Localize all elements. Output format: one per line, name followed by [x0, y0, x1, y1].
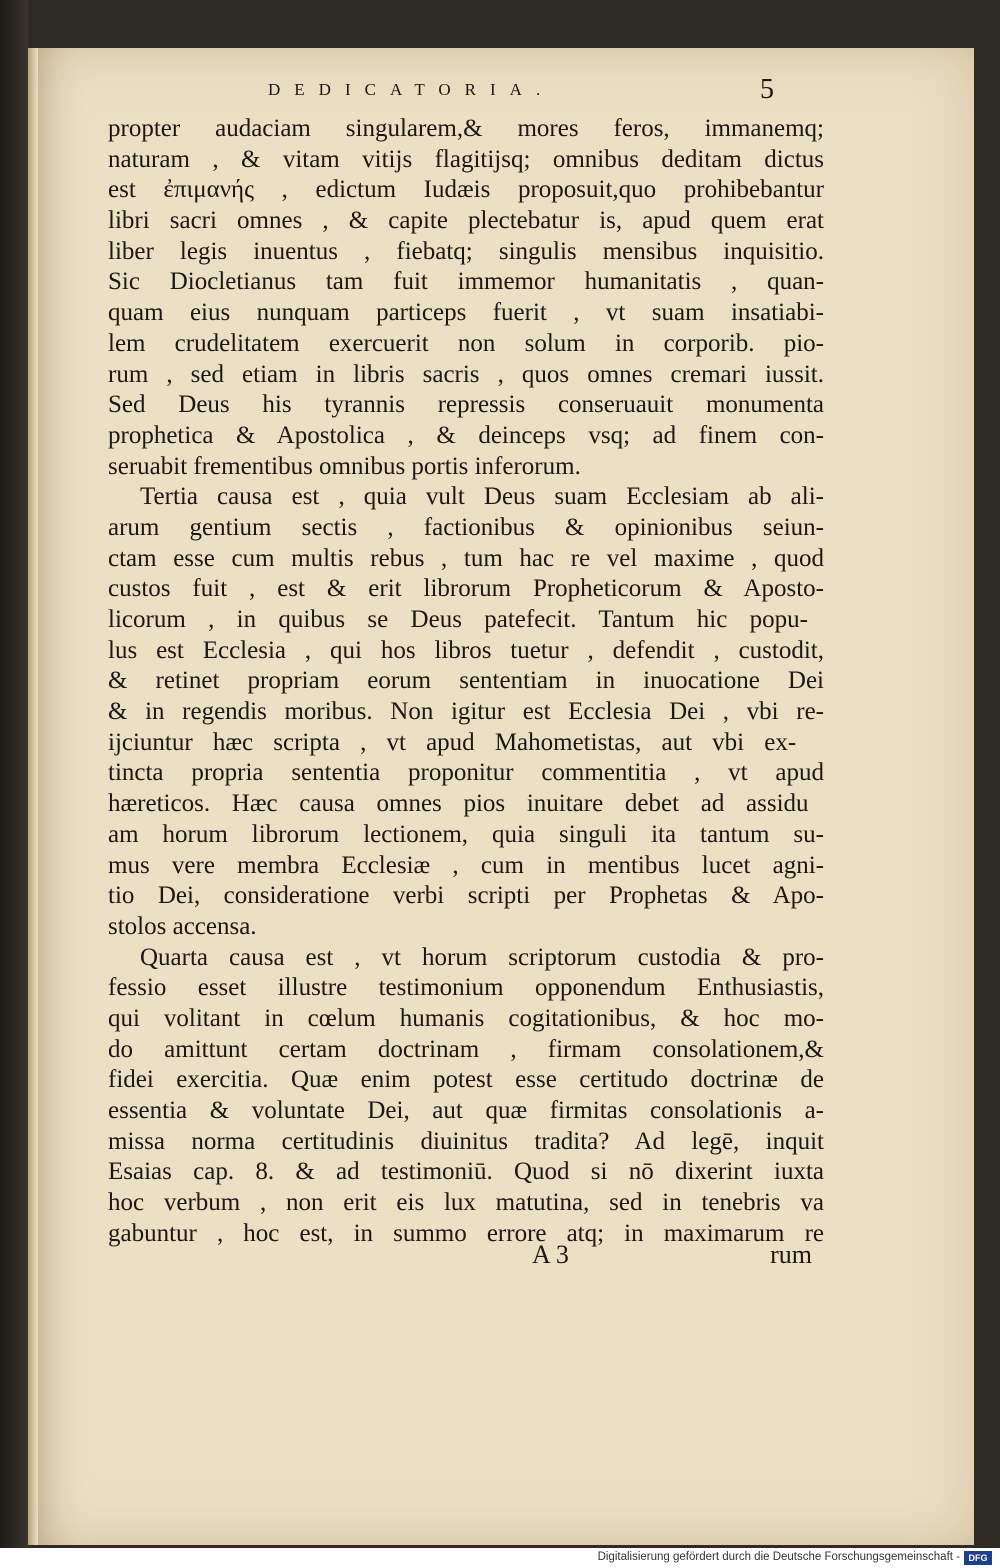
- text-line-content: fidei exercitia. Quæ enim potest esse certitudo doctrinæ de: [108, 1066, 824, 1094]
- text-line-content: stolos accensa.: [108, 912, 257, 940]
- funding-credit: Digitalisierung gefördert durch die Deutsche Forschungsgemeinschaft -: [597, 1551, 960, 1563]
- text-line: [108, 452, 824, 483]
- page-number: 5: [760, 74, 774, 105]
- dfg-logo-icon: DFG: [964, 1551, 992, 1565]
- text-line: [108, 605, 824, 636]
- text-line: [108, 206, 824, 237]
- text-line-content: Sed Deus his tyrannis repressis conseruauit monumenta: [108, 391, 824, 419]
- text-line: [108, 943, 824, 974]
- text-line-content: am horum librorum lectionem, quia singuli ita tantum su-: [108, 820, 824, 848]
- text-line-content: lus est Ecclesia , qui hos libros tuetur , defendit , custodit,: [108, 636, 824, 664]
- text-line-content: qui volitant in cœlum humanis cogitationibus, & hoc mo-: [108, 1004, 824, 1032]
- text-line: [108, 482, 824, 513]
- text-line-content: & in regendis moribus. Non igitur est Ecclesia Dei , vbi re-: [108, 698, 824, 726]
- text-line: [108, 912, 824, 943]
- text-line-content: mus vere membra Ecclesiæ , cum in mentibus lucet agni-: [108, 851, 824, 879]
- text-line: [108, 666, 824, 697]
- text-line-content: arum gentium sectis , factionibus & opinionibus seiun-: [108, 513, 824, 541]
- text-line: [108, 574, 824, 605]
- text-line: [108, 360, 824, 391]
- text-line-content: missa norma certitudinis diuinitus tradita? Ad legē, inquit: [108, 1127, 824, 1155]
- text-line: [108, 728, 824, 759]
- text-line-content: Quarta causa est , vt horum scriptorum custodia & pro-: [140, 943, 824, 971]
- text-line-content: liber legis inuentus , fiebatq; singulis mensibus inquisitio.: [108, 237, 824, 265]
- text-line: [108, 267, 824, 298]
- text-line-content: tincta propria sententia proponitur commentitia , vt apud: [108, 759, 824, 787]
- text-line-content: do amittunt certam doctrinam , firmam consolationem,&: [108, 1035, 824, 1063]
- page-rim: [28, 48, 38, 1545]
- text-line-content: prophetica & Apostolica , & deinceps vsq; ad finem con-: [108, 421, 824, 449]
- text-line: [108, 973, 824, 1004]
- text-line-content: custos fuit , est & erit librorum Propheticorum & Aposto-: [108, 575, 824, 603]
- text-line: [108, 851, 824, 882]
- footer-bar: [0, 1548, 1000, 1568]
- text-line: [108, 697, 824, 728]
- text-line: [108, 881, 824, 912]
- text-line-content: essentia & voluntate Dei, aut quæ firmitas consolationis a-: [108, 1097, 824, 1124]
- text-line-content: licorum , in quibus se Deus patefecit. Tantum hic popu-: [108, 606, 808, 633]
- text-line-content: rum , sed etiam in libris sacris , quos omnes cremari iussit.: [108, 360, 824, 388]
- text-line-content: quam eius nunquam particeps fuerit , vt suam insatiabi-: [108, 299, 824, 327]
- text-line-content: fessio esset illustre testimonium opponendum Enthusiastis,: [108, 974, 824, 1002]
- text-line-content: lem crudelitatem exercuerit non solum in corporib. pio-: [108, 329, 824, 357]
- running-head: DEDICATORIA.: [268, 80, 555, 99]
- text-line: [108, 175, 824, 206]
- text-line-content: libri sacri omnes , & capite plectebatur is, apud quem erat: [108, 207, 824, 235]
- text-line: [108, 1127, 824, 1158]
- text-line: [108, 820, 824, 851]
- text-line: [108, 789, 824, 820]
- catchword: rum: [770, 1240, 812, 1269]
- text-line: [108, 513, 824, 544]
- text-line-content: Tertia causa est , quia vult Deus suam Ecclesiam ab ali-: [140, 483, 824, 511]
- text-line: [108, 1065, 824, 1096]
- printer-signature: A 3: [532, 1240, 569, 1269]
- text-line-content: seruabit frementibus omnibus portis inferorum.: [108, 452, 581, 480]
- book-gutter: [0, 0, 28, 1548]
- text-line: [108, 114, 824, 145]
- text-line-content: hoc verbum , non erit eis lux matutina, sed in tenebris va: [108, 1189, 824, 1217]
- text-line: [108, 390, 824, 421]
- text-line: [108, 298, 824, 329]
- text-line-content: Sic Diocletianus tam fuit immemor humanitatis , quan-: [108, 268, 824, 296]
- text-line-content: gabuntur , hoc est, in summo errore atq; in maximarum re: [108, 1219, 824, 1247]
- text-line: [108, 1157, 824, 1188]
- text-line: [108, 1219, 824, 1250]
- text-line-content: naturam , & vitam vitijs flagitijsq; omnibus deditam dictus: [108, 145, 824, 173]
- text-line-content: est ἐπιμανής , edictum Iudæis proposuit,quo prohibebantur: [108, 176, 824, 204]
- text-line: [108, 421, 824, 452]
- text-line: [108, 237, 824, 268]
- text-line: [108, 329, 824, 360]
- text-line-content: hæreticos. Hæc causa omnes pios inuitare debet ad assidu: [108, 790, 809, 818]
- text-line: [108, 544, 824, 575]
- text-line-content: tio Dei, consideratione verbi scripti per Prophetas & Apo-: [108, 882, 824, 910]
- text-line-content: & retinet propriam eorum sententiam in inuocatione Dei: [108, 667, 824, 695]
- text-line: [108, 1096, 824, 1127]
- text-line: [108, 145, 824, 176]
- text-line: [108, 758, 824, 789]
- text-line-content: ijciuntur hæc scripta , vt apud Mahometistas, aut vbi ex-: [108, 728, 797, 756]
- text-line: [108, 1004, 824, 1035]
- text-block: [108, 114, 824, 1249]
- text-line-content: Esaias cap. 8. & ad testimoniū. Quod si nō dixerint iuxta: [108, 1158, 824, 1186]
- text-line: [108, 636, 824, 667]
- text-line-content: ctam esse cum multis rebus , tum hac re vel maxime , quod: [108, 544, 824, 572]
- text-line: [108, 1188, 824, 1219]
- text-line: [108, 1035, 824, 1066]
- text-line-content: propter audaciam singularem,& mores feros, immanemq;: [108, 115, 824, 142]
